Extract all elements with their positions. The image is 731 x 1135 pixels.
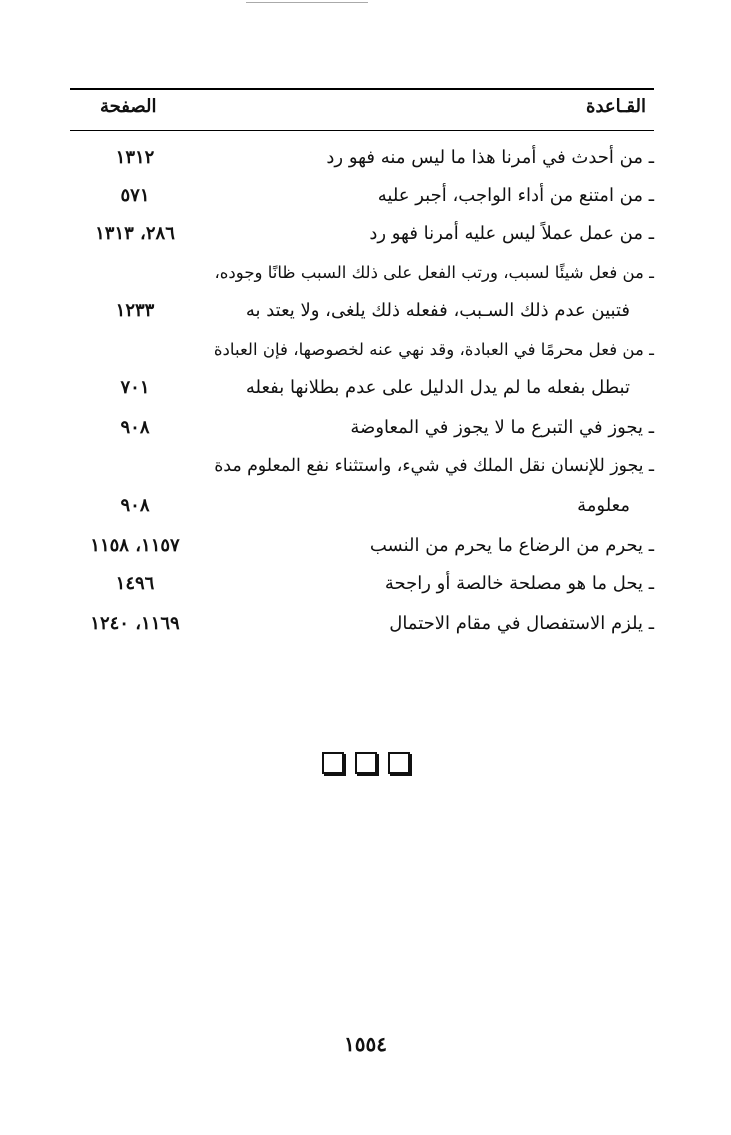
table-row xyxy=(70,370,654,406)
rule-text: ـ من فعل شيئًا لسبب، ورتب الفعل على ذلك السبب ظانًا وجوده، xyxy=(214,263,654,282)
rule-text: ـ يحل ما هو مصلحة خالصة أو راجحة xyxy=(384,573,654,594)
rule-text: ـ يجوز للإنسان نقل الملك في شيء، واستثناء نفع المعلوم مدة xyxy=(214,456,654,476)
rule-text: ـ من عمل عملاً ليس عليه أمرنا فهو رد xyxy=(369,223,654,244)
rule-text-continued: فتبين عدم ذلك السـبب، ففعله ذلك يلغى، ولا يعتد به xyxy=(245,300,630,321)
table-row xyxy=(70,332,654,368)
table-row xyxy=(70,528,654,564)
page-ref: ١١٥٧، ١١٥٨ xyxy=(90,535,180,556)
square-ornament-icon xyxy=(355,752,377,774)
table-row xyxy=(70,606,654,642)
rule-text-continued: معلومة xyxy=(577,495,630,516)
page-ref: ٩٠٨ xyxy=(120,495,150,516)
page-ref: ٢٨٦، ١٣١٣ xyxy=(95,223,175,244)
page-column-header: الصفحة xyxy=(100,96,157,117)
page-ref: ٩٠٨ xyxy=(120,417,150,438)
page-ref: ١٤٩٦ xyxy=(115,573,155,594)
page-ref: ١٣١٢ xyxy=(115,147,155,168)
rule-text: ـ من أحدث في أمرنا هذا ما ليس منه فهو رد xyxy=(326,147,654,168)
rule-text: ـ يحرم من الرضاع ما يحرم من النسب xyxy=(369,535,654,556)
table-row xyxy=(70,488,654,524)
square-ornament-icon xyxy=(322,752,344,774)
page-number: ١٥٥٤ xyxy=(344,1032,387,1056)
table-row xyxy=(70,410,654,446)
table-row xyxy=(70,293,654,329)
page-ref: ١١٦٩، ١٢٤٠ xyxy=(90,613,180,634)
rule-text: ـ من فعل محرمًا في العبادة، وقد نهي عنه لخصوصها، فإن العبادة xyxy=(213,340,654,359)
page-ref: ٧٠١ xyxy=(120,377,150,398)
table-top-rule xyxy=(70,88,654,90)
table-row xyxy=(70,566,654,602)
page-ref: ١٢٣٣ xyxy=(115,300,155,321)
table-row xyxy=(70,140,654,176)
table-row xyxy=(70,178,654,214)
rule-text: ـ من امتنع من أداء الواجب، أجبر عليه xyxy=(377,185,654,206)
rule-column-header: القـاعدة xyxy=(586,96,646,117)
rule-text: ـ يلزم الاستفصال في مقام الاحتمال xyxy=(389,613,654,634)
rule-text-continued: تبطل بفعله ما لم يدل الدليل على عدم بطلانها بفعله xyxy=(245,377,630,398)
page-ref: ٥٧١ xyxy=(120,185,150,206)
header-underline xyxy=(70,130,654,131)
square-ornament-icon xyxy=(388,752,410,774)
top-margin-line xyxy=(246,2,368,3)
table-row xyxy=(70,448,654,484)
table-row xyxy=(70,255,654,291)
section-end-ornament xyxy=(322,752,410,776)
rule-text: ـ يجوز في التبرع ما لا يجوز في المعاوضة xyxy=(350,417,654,438)
table-row xyxy=(70,216,654,252)
